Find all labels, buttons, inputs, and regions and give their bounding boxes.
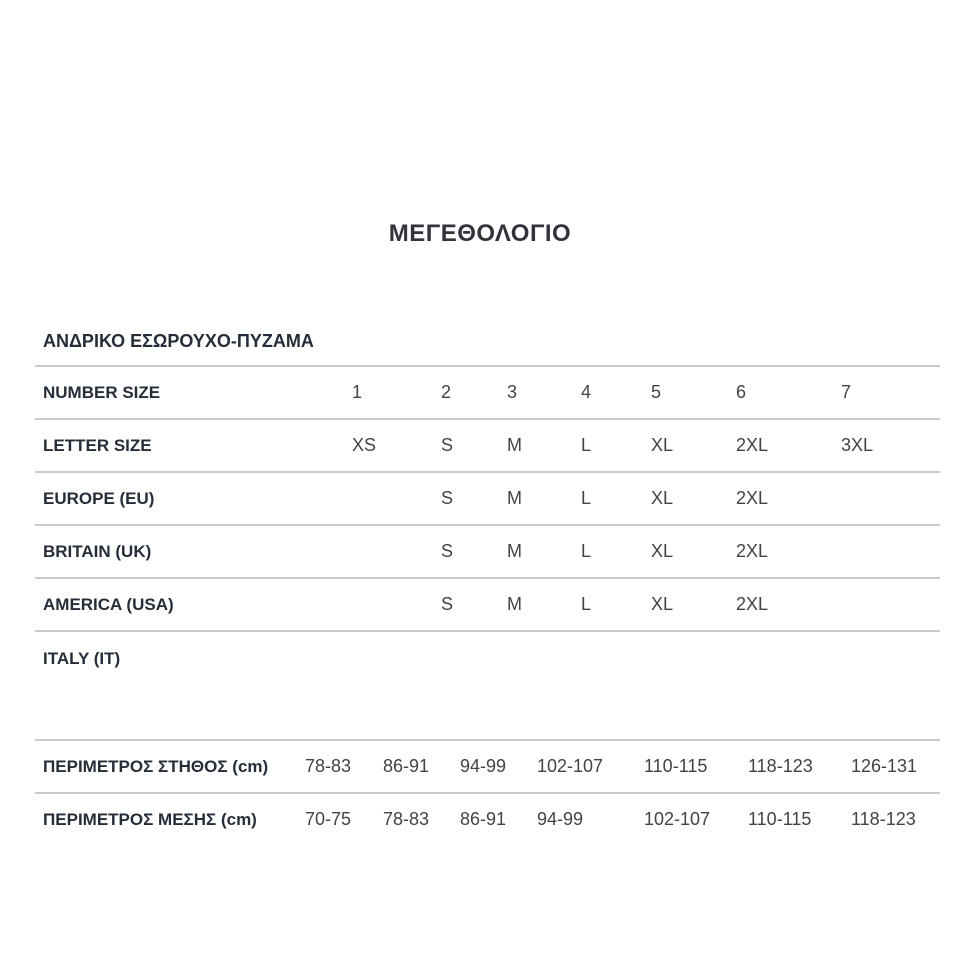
- table-cell: M: [507, 435, 522, 455]
- table-cell: 126-131: [851, 756, 918, 776]
- table-cell: S: [441, 435, 454, 455]
- table-cell: 78-83: [305, 756, 352, 776]
- row-label: AMERICA (USA): [43, 594, 174, 614]
- table-cell: 5: [651, 382, 662, 402]
- table-cell: 94-99: [537, 809, 584, 829]
- table-cell: [841, 632, 940, 649]
- row-label: LETTER SIZE: [43, 435, 152, 455]
- table-row-europe: [35, 473, 940, 526]
- table-cell: 70-75: [305, 809, 352, 829]
- size-chart-table: [35, 331, 940, 845]
- table-cell: 2: [441, 382, 452, 402]
- table-cell: XL: [651, 594, 674, 614]
- row-label: ΠΕΡΙΜΕΤΡΟΣ ΜΕΣΗΣ (cm): [43, 809, 257, 829]
- table-cell: 2XL: [736, 594, 769, 614]
- table-cell: 86-91: [460, 809, 507, 829]
- table-cell: 94-99: [460, 756, 507, 776]
- table-cell: 1: [352, 382, 363, 402]
- table-cell: 118-123: [851, 809, 916, 829]
- table-cell: L: [581, 488, 592, 508]
- table-cell: XL: [651, 488, 674, 508]
- table-row-letter-size: [35, 420, 940, 473]
- table-row-chest-circumference: [35, 741, 940, 794]
- table-row-waist-circumference: [35, 794, 940, 845]
- table-cell: 4: [581, 382, 592, 402]
- section-title: ΑΝΔΡΙΚΟ ΕΣΩΡΟΥΧΟ-ΠΥΖΑΜΑ: [35, 331, 940, 367]
- table-cell: L: [581, 594, 592, 614]
- table-cell: 102-107: [537, 756, 604, 776]
- table-cell: 3: [507, 382, 518, 402]
- table-cell: 118-123: [748, 756, 813, 776]
- table-cell: L: [581, 541, 592, 561]
- table-cell: 110-115: [748, 809, 812, 829]
- table-row-italy: [35, 632, 940, 741]
- row-label: EUROPE (EU): [43, 488, 155, 508]
- row-label: BRITAIN (UK): [43, 541, 152, 561]
- page-title: ΜΕΓΕΘΟΛΟΓΙΟ: [388, 220, 572, 247]
- table-cell: [352, 632, 441, 649]
- table-cell: [507, 632, 581, 649]
- table-cell: 2XL: [736, 435, 769, 455]
- table-cell: XS: [352, 435, 377, 455]
- table-cell: S: [441, 594, 454, 614]
- table-cell: XL: [651, 435, 674, 455]
- table-cell: S: [441, 541, 454, 561]
- table-cell: [651, 632, 736, 649]
- table-row-britain: [35, 526, 940, 579]
- table-cell: XL: [651, 541, 674, 561]
- table-cell: 2XL: [736, 541, 769, 561]
- row-label: ΠΕΡΙΜΕΤΡΟΣ ΣΤΗΘΟΣ (cm): [43, 756, 269, 776]
- table-cell: 6: [736, 382, 747, 402]
- table-cell: M: [507, 594, 522, 614]
- table-cell: L: [581, 435, 592, 455]
- table-cell: 110-115: [644, 756, 708, 776]
- table-cell: 86-91: [383, 756, 430, 776]
- table-cell: 3XL: [841, 435, 874, 455]
- table-cell: 7: [841, 382, 852, 402]
- table-cell: M: [507, 541, 522, 561]
- table-cell: S: [441, 488, 454, 508]
- table-row-number-size: [35, 367, 940, 420]
- row-label: ITALY (IT): [43, 649, 121, 668]
- row-label: NUMBER SIZE: [43, 382, 161, 402]
- table-row-america: [35, 579, 940, 632]
- table-cell: [441, 632, 507, 649]
- table-cell: 2XL: [736, 488, 769, 508]
- table-cell: [736, 632, 841, 649]
- table-cell: M: [507, 488, 522, 508]
- table-cell: 102-107: [644, 809, 711, 829]
- table-cell: 78-83: [383, 809, 430, 829]
- table-cell: [581, 632, 651, 649]
